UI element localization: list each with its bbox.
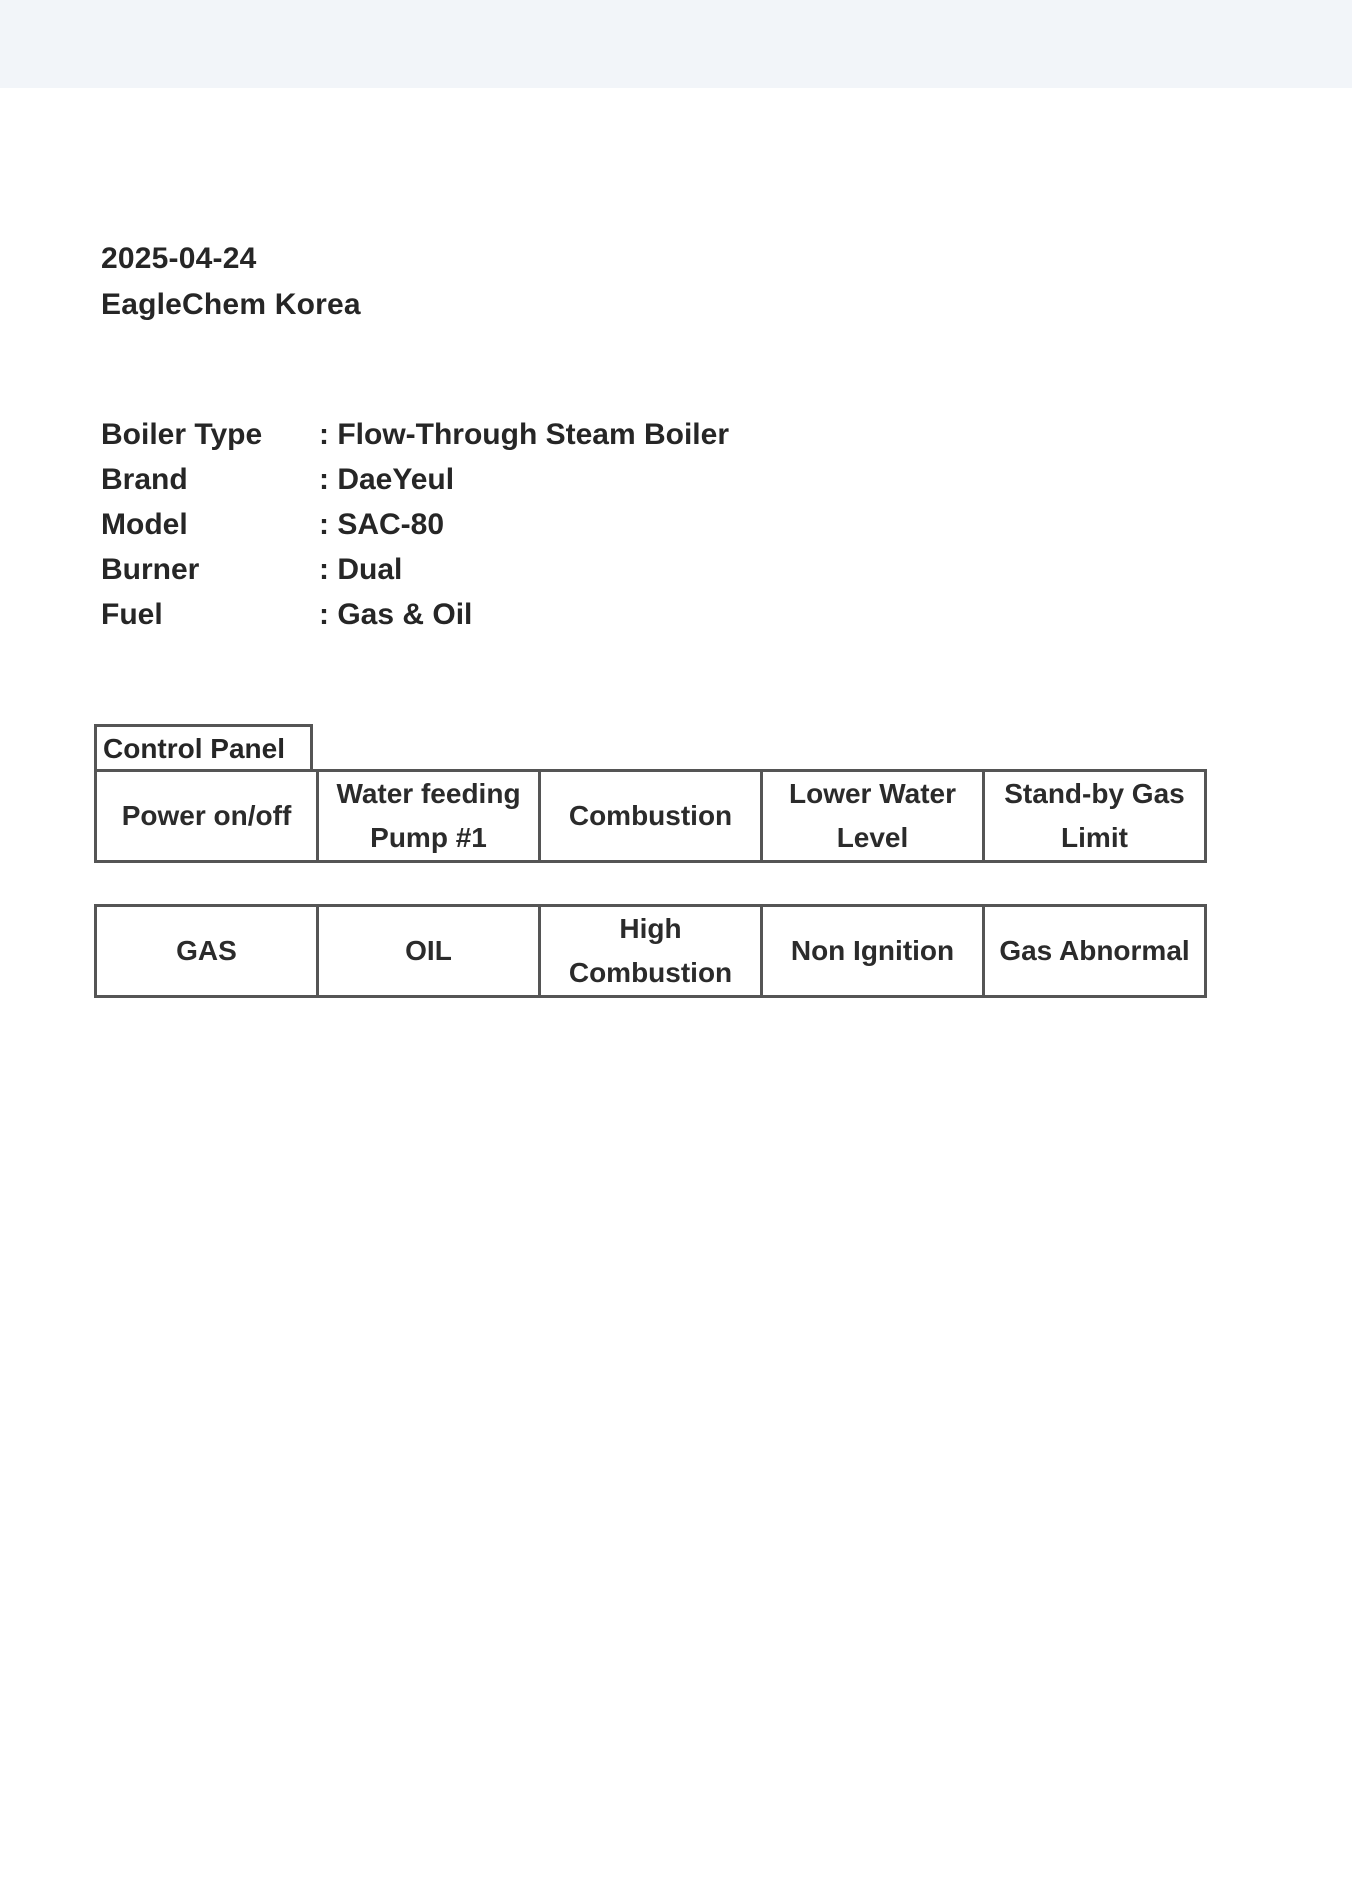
panel-cell-gas: GAS	[96, 906, 318, 997]
panel-cell-gas-abnormal: Gas Abnormal	[984, 906, 1206, 997]
spec-row-brand	[101, 457, 729, 502]
control-panel-row-1	[94, 769, 1207, 863]
panel-cell-oil: OIL	[318, 906, 540, 997]
top-band	[0, 0, 1352, 88]
panel-cell-high-combustion: High Combustion	[540, 906, 762, 997]
spec-value: : Flow-Through Steam Boiler	[319, 412, 729, 457]
spec-row-boiler-type	[101, 412, 729, 457]
control-panel-row-2	[94, 904, 1207, 998]
spec-value: : Dual	[319, 547, 402, 592]
table-row	[96, 906, 1206, 997]
spec-row-fuel	[101, 592, 729, 637]
spec-value: : DaeYeul	[319, 457, 454, 502]
spec-label: Boiler Type	[101, 418, 263, 451]
panel-cell-non-ignition: Non Ignition	[762, 906, 984, 997]
spec-row-model	[101, 502, 729, 547]
panel-cell-water-pump: Water feeding Pump #1	[318, 771, 540, 862]
document-header	[101, 236, 361, 328]
spec-row-burner	[101, 547, 729, 592]
spec-value: : SAC-80	[319, 502, 444, 547]
boiler-spec-list	[101, 412, 729, 637]
panel-cell-standby-gas: Stand-by Gas Limit	[984, 771, 1206, 862]
spec-label: Burner	[101, 553, 200, 586]
panel-cell-lower-water: Lower Water Level	[762, 771, 984, 862]
document-date: 2025-04-24	[101, 242, 257, 275]
table-row	[96, 771, 1206, 862]
control-panel-title: Control Panel	[94, 724, 313, 770]
spec-value: : Gas & Oil	[319, 592, 472, 637]
panel-cell-power: Power on/off	[96, 771, 318, 862]
panel-cell-combustion: Combustion	[540, 771, 762, 862]
spec-label: Fuel	[101, 598, 163, 631]
spec-label: Model	[101, 508, 188, 541]
company-name: EagleChem Korea	[101, 288, 361, 321]
spec-label: Brand	[101, 463, 188, 496]
